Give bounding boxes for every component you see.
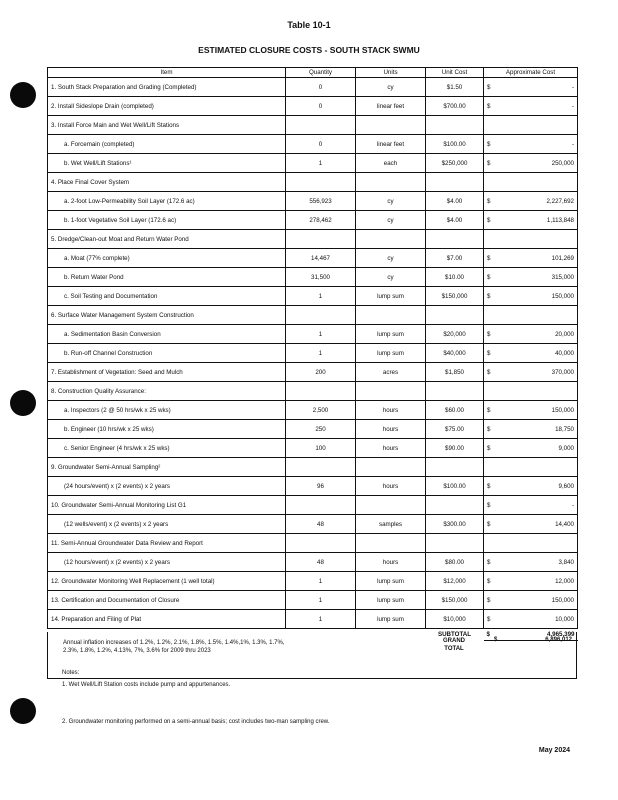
- cell-units: [356, 230, 426, 249]
- header-row: [48, 68, 578, 78]
- cell-item: 5. Dredge/Clean-out Moat and Return Water Pond: [48, 230, 286, 249]
- cell-quantity: 48: [286, 515, 356, 534]
- table-row: [48, 306, 578, 325]
- cell-item: (12 wells/event) x (2 events) x 2 years: [48, 515, 286, 534]
- cost-currency: $: [487, 406, 491, 414]
- cell-approx-cost: [484, 477, 578, 496]
- cost-value: -: [571, 140, 574, 148]
- table-row: [48, 268, 578, 287]
- note-2: 2. Groundwater monitoring performed on a semi-annual basis; cost includes two-man sampling crew.: [62, 719, 330, 725]
- table-row: [48, 287, 578, 306]
- cell-quantity: 200: [286, 363, 356, 382]
- cell-item: a. Moat (77% complete): [48, 249, 286, 268]
- cell-approx-cost: [484, 591, 578, 610]
- cell-unit-cost: $700.00: [426, 97, 484, 116]
- cell-approx-cost: [484, 515, 578, 534]
- table-row: [48, 420, 578, 439]
- cost-currency: $: [487, 140, 491, 148]
- cell-unit-cost: $10,000: [426, 610, 484, 629]
- cell-approx-cost: [484, 230, 578, 249]
- cost-currency: $: [487, 444, 491, 452]
- col-header-item: Item: [48, 68, 286, 78]
- cost-currency: $: [487, 292, 491, 300]
- table-row: [48, 192, 578, 211]
- cell-unit-cost: [426, 496, 484, 515]
- cell-approx-cost: [484, 154, 578, 173]
- cell-approx-cost: [484, 78, 578, 97]
- cost-value: 315,000: [551, 273, 574, 281]
- cell-unit-cost: $90.00: [426, 439, 484, 458]
- cell-units: lump sum: [356, 344, 426, 363]
- col-header-units: Units: [356, 68, 426, 78]
- cell-units: [356, 382, 426, 401]
- cost-currency: $: [487, 501, 491, 509]
- cell-item: b. Wet Well/Lift Stations¹: [48, 154, 286, 173]
- cell-unit-cost: $4.00: [426, 211, 484, 230]
- table-row: [48, 211, 578, 230]
- table-row: [48, 591, 578, 610]
- cell-item: c. Senior Engineer (4 hrs/wk x 25 wks): [48, 439, 286, 458]
- cell-approx-cost: [484, 287, 578, 306]
- cell-quantity: [286, 534, 356, 553]
- cell-unit-cost: [426, 534, 484, 553]
- subtotal-label: SUBTOTAL: [437, 631, 472, 639]
- cell-item: 3. Install Force Main and Wet Well/Lift Stations: [48, 116, 286, 135]
- cell-unit-cost: [426, 306, 484, 325]
- cell-unit-cost: $100.00: [426, 135, 484, 154]
- cell-quantity: [286, 230, 356, 249]
- table-row: [48, 173, 578, 192]
- cost-value: 9,000: [558, 444, 574, 452]
- cell-unit-cost: $12,000: [426, 572, 484, 591]
- cell-approx-cost: [484, 420, 578, 439]
- cell-units: each: [356, 154, 426, 173]
- cost-value: -: [571, 501, 574, 509]
- cell-approx-cost: [484, 249, 578, 268]
- cost-value: 18,750: [555, 425, 574, 433]
- cell-unit-cost: [426, 116, 484, 135]
- cell-item: b. Engineer (10 hrs/wk x 25 wks): [48, 420, 286, 439]
- cell-approx-cost: [484, 344, 578, 363]
- cell-approx-cost: [484, 135, 578, 154]
- cell-approx-cost: [484, 306, 578, 325]
- table-row: [48, 401, 578, 420]
- table-row: [48, 249, 578, 268]
- table-row: [48, 363, 578, 382]
- cost-table: [47, 67, 578, 641]
- cell-quantity: 1: [286, 154, 356, 173]
- binder-hole-top: [10, 82, 36, 108]
- cell-unit-cost: $1.50: [426, 78, 484, 97]
- cell-item: 11. Semi-Annual Groundwater Data Review and Report: [48, 534, 286, 553]
- table-row: [48, 439, 578, 458]
- cell-units: linear feet: [356, 135, 426, 154]
- cell-approx-cost: [484, 439, 578, 458]
- cell-units: hours: [356, 477, 426, 496]
- cell-units: [356, 116, 426, 135]
- cell-unit-cost: $10.00: [426, 268, 484, 287]
- cost-currency: $: [487, 558, 491, 566]
- cell-unit-cost: $40,000: [426, 344, 484, 363]
- cell-quantity: 1: [286, 572, 356, 591]
- cell-quantity: 1: [286, 344, 356, 363]
- cell-unit-cost: $20,000: [426, 325, 484, 344]
- cost-currency: $: [487, 425, 491, 433]
- cell-item: a. 2-foot Low-Permeability Soil Layer (172.6 ac): [48, 192, 286, 211]
- cell-unit-cost: $75.00: [426, 420, 484, 439]
- cell-units: cy: [356, 268, 426, 287]
- table-row: [48, 534, 578, 553]
- cost-currency: $: [487, 83, 491, 91]
- cell-unit-cost: [426, 382, 484, 401]
- table-row: [48, 344, 578, 363]
- cell-quantity: 31,500: [286, 268, 356, 287]
- cost-value: 1,113,848: [546, 216, 574, 224]
- cost-currency: $: [487, 596, 491, 604]
- grand-total-label-2: TOTAL: [444, 646, 464, 652]
- cell-unit-cost: [426, 230, 484, 249]
- cell-quantity: 1: [286, 610, 356, 629]
- cell-item: 8. Construction Quality Assurance:: [48, 382, 286, 401]
- cost-value: 250,000: [551, 159, 574, 167]
- cell-approx-cost: [484, 553, 578, 572]
- cost-value: 150,000: [551, 596, 574, 604]
- binder-hole-bottom: [10, 698, 36, 724]
- cell-item: a. Forcemain (completed): [48, 135, 286, 154]
- cost-value: 101,269: [551, 254, 574, 262]
- cell-quantity: 2,500: [286, 401, 356, 420]
- cost-currency: $: [487, 216, 491, 224]
- table-row: [48, 230, 578, 249]
- cell-approx-cost: [484, 211, 578, 230]
- cell-approx-cost: [484, 496, 578, 515]
- table-title: ESTIMATED CLOSURE COSTS - SOUTH STACK SWMU: [198, 45, 420, 55]
- table-row: [48, 477, 578, 496]
- cell-approx-cost: [484, 363, 578, 382]
- cost-currency: $: [487, 159, 491, 167]
- cell-item: (24 hours/event) x (2 events) x 2 years: [48, 477, 286, 496]
- cell-approx-cost: [484, 534, 578, 553]
- cost-value: 20,000: [555, 330, 574, 338]
- table-row: [48, 515, 578, 534]
- cell-quantity: [286, 496, 356, 515]
- cell-units: hours: [356, 401, 426, 420]
- inflation-note: Annual inflation increases of 1.2%, 1.2%, 2.1%, 1.8%, 1.5%, 1.4%,1%, 1.3%, 1.7%, 2.3%, 1.8%, 1.2%, 4.13%, 7%, 3.6% for 2009 thru 2023: [63, 640, 285, 654]
- cost-value: 40,000: [555, 349, 574, 357]
- cell-quantity: [286, 173, 356, 192]
- cell-quantity: [286, 458, 356, 477]
- cost-value: 150,000: [551, 292, 574, 300]
- cell-quantity: 0: [286, 135, 356, 154]
- cell-item: 7. Establishment of Vegetation: Seed and Mulch: [48, 363, 286, 382]
- cell-unit-cost: $150,000: [426, 287, 484, 306]
- cost-value: 12,000: [555, 577, 574, 585]
- cell-item: b. Return Water Pond: [48, 268, 286, 287]
- cell-item: 2. Install Sideslope Drain (completed): [48, 97, 286, 116]
- cell-approx-cost: [484, 192, 578, 211]
- cost-currency: $: [487, 482, 491, 490]
- cost-currency: $: [487, 615, 491, 623]
- totals-box: [47, 632, 577, 679]
- cell-approx-cost: [484, 268, 578, 287]
- cost-currency: $: [487, 273, 491, 281]
- cell-unit-cost: $60.00: [426, 401, 484, 420]
- cell-quantity: 1: [286, 287, 356, 306]
- cell-units: cy: [356, 192, 426, 211]
- table-row: [48, 553, 578, 572]
- cell-item: 14. Preparation and Filing of Plat: [48, 610, 286, 629]
- cell-units: [356, 306, 426, 325]
- table-row: [48, 382, 578, 401]
- cell-approx-cost: [484, 173, 578, 192]
- cell-units: hours: [356, 553, 426, 572]
- cell-quantity: 278,462: [286, 211, 356, 230]
- cell-units: lump sum: [356, 325, 426, 344]
- cell-approx-cost: [484, 116, 578, 135]
- table-row: [48, 154, 578, 173]
- note-1: 1. Wet Well/Lift Station costs include pump and appurtenances.: [62, 682, 231, 688]
- cell-approx-cost: [484, 610, 578, 629]
- table-row: [48, 116, 578, 135]
- table-row: [48, 458, 578, 477]
- col-header-unit-cost: Unit Cost: [426, 68, 484, 78]
- cell-approx-cost: [484, 382, 578, 401]
- cell-units: lump sum: [356, 591, 426, 610]
- cost-currency: $: [487, 368, 491, 376]
- cell-item: 9. Groundwater Semi-Annual Sampling²: [48, 458, 286, 477]
- cell-quantity: 48: [286, 553, 356, 572]
- cell-item: 12. Groundwater Monitoring Well Replacement (1 well total): [48, 572, 286, 591]
- grand-total-currency: $: [494, 637, 498, 643]
- cell-item: a. Inspectors (2 @ 50 hrs/wk x 25 wks): [48, 401, 286, 420]
- cell-quantity: 96: [286, 477, 356, 496]
- table-row: [48, 78, 578, 97]
- cell-item: b. Run-off Channel Construction: [48, 344, 286, 363]
- table-row: [48, 496, 578, 515]
- cell-units: cy: [356, 78, 426, 97]
- cell-units: linear feet: [356, 97, 426, 116]
- cost-value: 150,000: [551, 406, 574, 414]
- document-date: May 2024: [538, 747, 570, 754]
- col-header-approx-cost: Approximate Cost: [484, 68, 578, 78]
- cost-currency: $: [487, 102, 491, 110]
- cell-item: 10. Groundwater Semi-Annual Monitoring List G1: [48, 496, 286, 515]
- cell-units: lump sum: [356, 610, 426, 629]
- notes-heading: Notes:: [62, 670, 80, 676]
- table-row: [48, 325, 578, 344]
- grand-total-value: 6,896,012: [545, 637, 572, 643]
- cell-quantity: 1: [286, 325, 356, 344]
- cell-approx-cost: [484, 458, 578, 477]
- cost-currency: $: [487, 349, 491, 357]
- cell-quantity: 556,923: [286, 192, 356, 211]
- cell-approx-cost: [484, 97, 578, 116]
- cost-value: 370,000: [551, 368, 574, 376]
- cell-unit-cost: $4.00: [426, 192, 484, 211]
- cell-quantity: [286, 116, 356, 135]
- cell-units: hours: [356, 439, 426, 458]
- cost-currency: $: [487, 197, 491, 205]
- cost-value: 3,840: [558, 558, 574, 566]
- cost-value: 9,600: [558, 482, 574, 490]
- cell-units: acres: [356, 363, 426, 382]
- cell-quantity: [286, 306, 356, 325]
- cell-item: 4. Place Final Cover System: [48, 173, 286, 192]
- cell-units: [356, 173, 426, 192]
- table-row: [48, 97, 578, 116]
- cell-unit-cost: $250,000: [426, 154, 484, 173]
- cell-unit-cost: $300.00: [426, 515, 484, 534]
- cell-approx-cost: [484, 401, 578, 420]
- binder-hole-middle: [10, 390, 36, 416]
- cell-item: 6. Surface Water Management System Construction: [48, 306, 286, 325]
- cell-units: lump sum: [356, 287, 426, 306]
- cell-item: b. 1-foot Vegetative Soil Layer (172.6 ac): [48, 211, 286, 230]
- cell-item: a. Sedimentation Basin Conversion: [48, 325, 286, 344]
- cell-units: cy: [356, 211, 426, 230]
- cell-item: 13. Certification and Documentation of Closure: [48, 591, 286, 610]
- cost-currency: $: [487, 577, 491, 585]
- cell-item: 1. South Stack Preparation and Grading (Completed): [48, 78, 286, 97]
- cost-value: 2,227,692: [546, 197, 574, 205]
- cell-approx-cost: [484, 572, 578, 591]
- cell-units: hours: [356, 420, 426, 439]
- cell-quantity: 250: [286, 420, 356, 439]
- cell-unit-cost: $80.00: [426, 553, 484, 572]
- cell-quantity: 100: [286, 439, 356, 458]
- cell-unit-cost: $7.00: [426, 249, 484, 268]
- cell-unit-cost: $1,850: [426, 363, 484, 382]
- cell-approx-cost: [484, 325, 578, 344]
- subtotal-currency: $: [486, 631, 490, 638]
- table-row: [48, 135, 578, 154]
- cell-units: lump sum: [356, 572, 426, 591]
- cell-quantity: 0: [286, 78, 356, 97]
- cell-units: [356, 458, 426, 477]
- table-number: Table 10-1: [287, 20, 331, 30]
- cost-currency: $: [487, 254, 491, 262]
- cell-quantity: 0: [286, 97, 356, 116]
- cell-units: [356, 534, 426, 553]
- cost-value: 10,000: [555, 615, 574, 623]
- cell-unit-cost: $100.00: [426, 477, 484, 496]
- cell-item: (12 hours/event) x (2 events) x 2 years: [48, 553, 286, 572]
- cost-value: -: [571, 83, 574, 91]
- cell-units: samples: [356, 515, 426, 534]
- cell-unit-cost: [426, 458, 484, 477]
- cell-quantity: [286, 382, 356, 401]
- cost-value: 14,400: [555, 520, 574, 528]
- cell-quantity: 14,467: [286, 249, 356, 268]
- col-header-quantity: Quantity: [286, 68, 356, 78]
- cell-unit-cost: [426, 173, 484, 192]
- cost-currency: $: [487, 330, 491, 338]
- cost-value: -: [571, 102, 574, 110]
- cell-quantity: 1: [286, 591, 356, 610]
- cell-units: [356, 496, 426, 515]
- subtotal-value: 4,965,399: [546, 631, 575, 638]
- cell-units: cy: [356, 249, 426, 268]
- cost-currency: $: [487, 520, 491, 528]
- cell-item: c. Soil Testing and Documentation: [48, 287, 286, 306]
- table-row: [48, 572, 578, 591]
- cell-unit-cost: $150,000: [426, 591, 484, 610]
- table-row: [48, 610, 578, 629]
- grand-total-label-1: GRAND: [443, 638, 465, 644]
